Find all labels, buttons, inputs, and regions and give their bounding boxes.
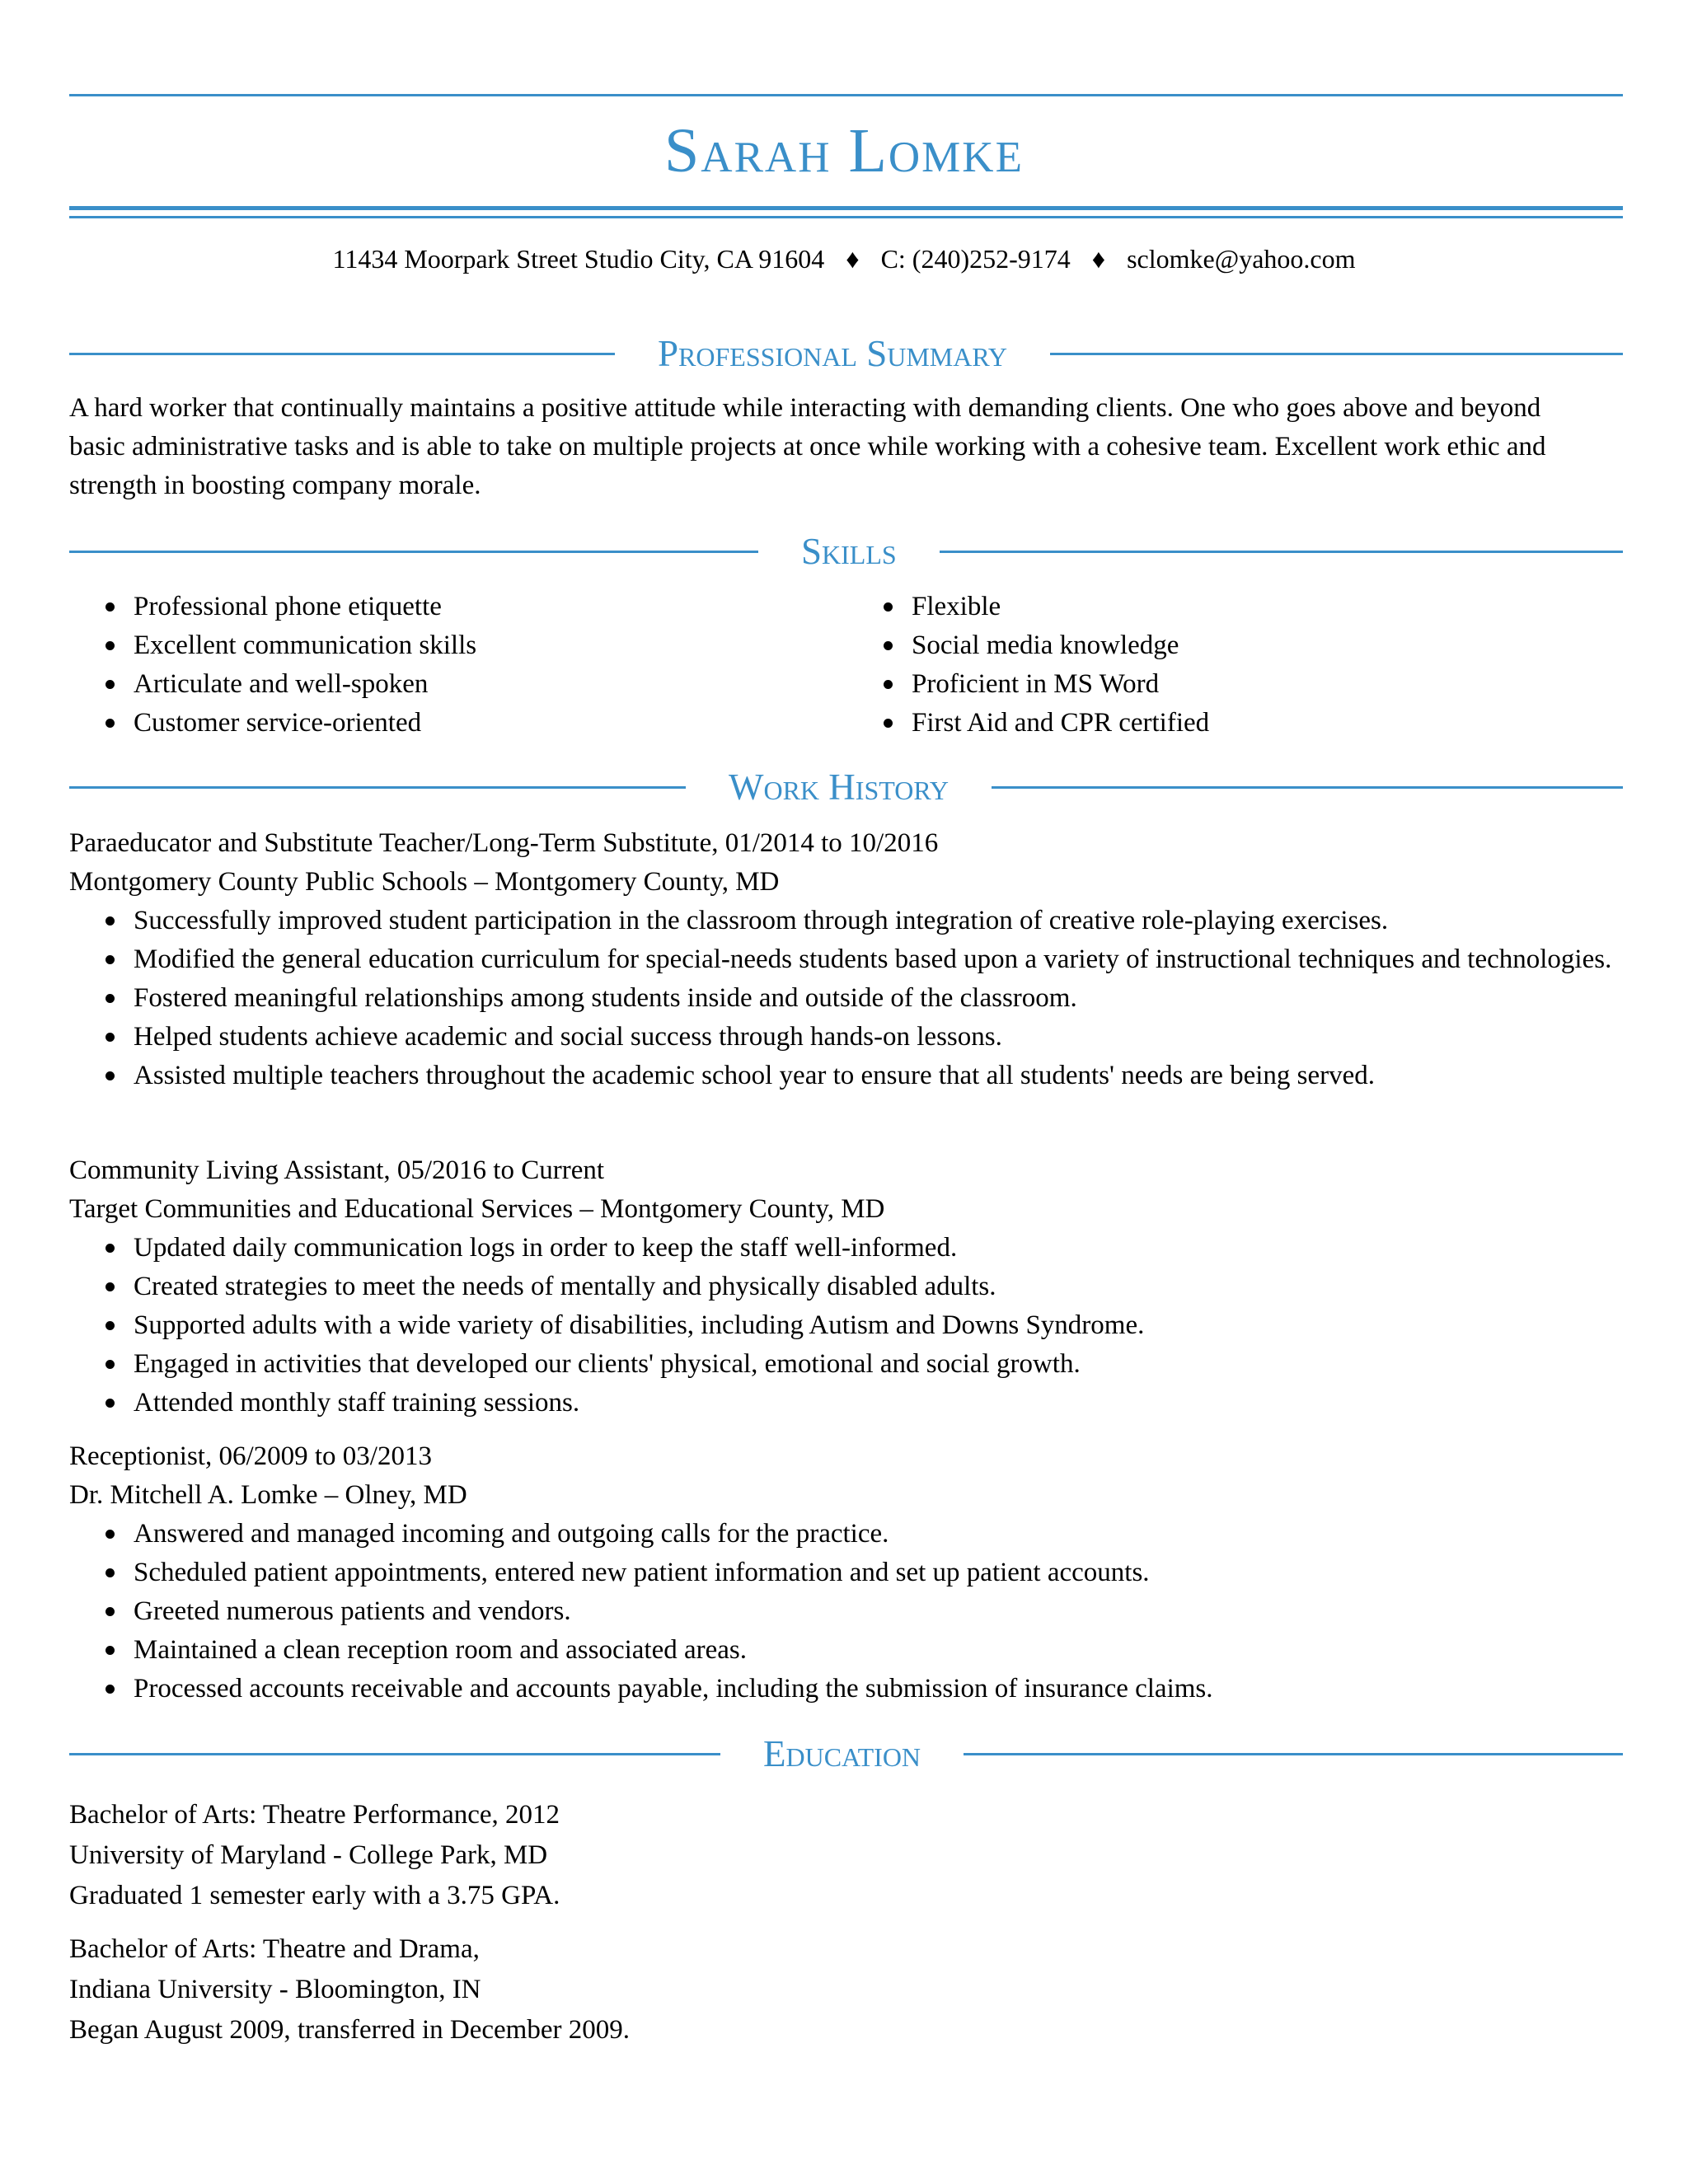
job-bullet: Scheduled patient appointments, entered new patient information and set up patient accounts.: [69, 1554, 1619, 1592]
top-rule: [69, 94, 1623, 96]
email: sclomke@yahoo.com: [1127, 244, 1356, 274]
name-underline-thin: [69, 216, 1623, 218]
job-bullets: [69, 1229, 1619, 1422]
job-title: Community Living Assistant, 05/2016 to Current: [69, 1155, 605, 1185]
school: University of Maryland - College Park, MD: [69, 1840, 548, 1870]
separator-diamond: ♦: [846, 244, 860, 274]
job-bullet: Attended monthly staff training sessions.: [69, 1384, 1619, 1422]
section-heading-skills: [69, 528, 1623, 574]
job-bullet: Modified the general education curriculum for special-needs students based upon a variety of instructional techniques and technologies.: [69, 940, 1619, 979]
job-title: Paraeducator and Substitute Teacher/Long-Term Substitute, 01/2014 to 10/2016: [69, 828, 939, 858]
school: Indiana University - Bloomington, IN: [69, 1975, 481, 2004]
candidate-name: Sarah Lomke: [664, 116, 1024, 185]
job-bullet: Helped students achieve academic and social success through hands-on lessons.: [69, 1018, 1619, 1057]
job-employer: Montgomery County Public Schools – Montgomery County, MD: [69, 867, 780, 897]
degree: Bachelor of Arts: Theatre and Drama,: [69, 1934, 480, 1964]
education-entry: [69, 1929, 1388, 2050]
address: 11434 Moorpark Street Studio City, CA 91604: [332, 244, 825, 274]
heading-rule-right: [1050, 353, 1623, 355]
job-bullet: Assisted multiple teachers throughout the academic school year to ensure that all students' needs are being served.: [69, 1057, 1619, 1095]
heading-rule-right: [992, 786, 1623, 789]
skill-item: First Aid and CPR certified: [847, 704, 1589, 743]
education-note: Began August 2009, transferred in December 2009.: [69, 2015, 630, 2045]
name-underline-thick: [69, 206, 1623, 210]
section-title: Skills: [801, 531, 897, 572]
job-bullet: Updated daily communication logs in order to keep the staff well-informed.: [69, 1229, 1619, 1268]
section-title: Work History: [729, 766, 950, 808]
skill-item: Customer service-oriented: [69, 704, 811, 743]
section-heading-education: [69, 1731, 1623, 1777]
education-note: Graduated 1 semester early with a 3.75 GPA.: [69, 1881, 560, 1910]
section-heading-work-history: [69, 764, 1623, 810]
skill-item: Excellent communication skills: [69, 626, 811, 665]
phone: C: (240)252-9174: [880, 244, 1071, 274]
heading-rule-left: [69, 786, 686, 789]
job-title: Receptionist, 06/2009 to 03/2013: [69, 1441, 432, 1471]
job-bullet: Created strategies to meet the needs of mentally and physically disabled adults.: [69, 1268, 1619, 1306]
job-employer: Dr. Mitchell A. Lomke – Olney, MD: [69, 1480, 467, 1510]
job-bullet: Answered and managed incoming and outgoing calls for the practice.: [69, 1515, 1619, 1554]
job-bullet: Successfully improved student participation in the classroom through integration of creative role-playing exercises.: [69, 902, 1619, 940]
contact-line: [0, 242, 1688, 275]
job-bullets: [69, 1515, 1619, 1708]
job-bullet: Maintained a clean reception room and associated areas.: [69, 1631, 1619, 1670]
degree: Bachelor of Arts: Theatre Performance, 2012: [69, 1800, 560, 1830]
job-entry: [69, 824, 1619, 1095]
skills-list-right: [847, 588, 1589, 743]
job-entry: [69, 1151, 1619, 1422]
job-bullet: Supported adults with a wide variety of disabilities, including Autism and Downs Syndrome.: [69, 1306, 1619, 1345]
section-heading-summary: [69, 330, 1623, 377]
job-bullet: Engaged in activities that developed our clients' physical, emotional and social growth.: [69, 1345, 1619, 1384]
heading-rule-right: [940, 551, 1623, 553]
education-entry: [69, 1795, 1388, 1916]
section-title: Professional Summary: [658, 333, 1008, 374]
job-bullet: Processed accounts receivable and accounts payable, including the submission of insurance claims.: [69, 1670, 1619, 1708]
heading-rule-left: [69, 551, 758, 553]
skill-item: Professional phone etiquette: [69, 588, 811, 626]
job-bullet: Greeted numerous patients and vendors.: [69, 1592, 1619, 1631]
summary-text: A hard worker that continually maintains a positive attitude while interacting with demanding clients. One who goes above and beyond basic administrative tasks and is able to take on multiple projects at once while working with a cohesive team. Excellent work ethic and strength in boosting company morale.: [69, 393, 1546, 500]
job-employer: Target Communities and Educational Services – Montgomery County, MD: [69, 1194, 885, 1224]
heading-rule-left: [69, 1753, 720, 1755]
job-bullet: Fostered meaningful relationships among students inside and outside of the classroom.: [69, 979, 1619, 1018]
skill-item: Flexible: [847, 588, 1589, 626]
job-bullets: [69, 902, 1619, 1095]
heading-rule-left: [69, 353, 615, 355]
section-title: Education: [763, 1733, 921, 1774]
skill-item: Social media knowledge: [847, 626, 1589, 665]
skill-item: Articulate and well-spoken: [69, 665, 811, 704]
heading-rule-right: [964, 1753, 1623, 1755]
skill-item: Proficient in MS Word: [847, 665, 1589, 704]
job-entry: [69, 1437, 1619, 1708]
skills-list-left: [69, 588, 811, 743]
separator-diamond: ♦: [1091, 244, 1106, 274]
